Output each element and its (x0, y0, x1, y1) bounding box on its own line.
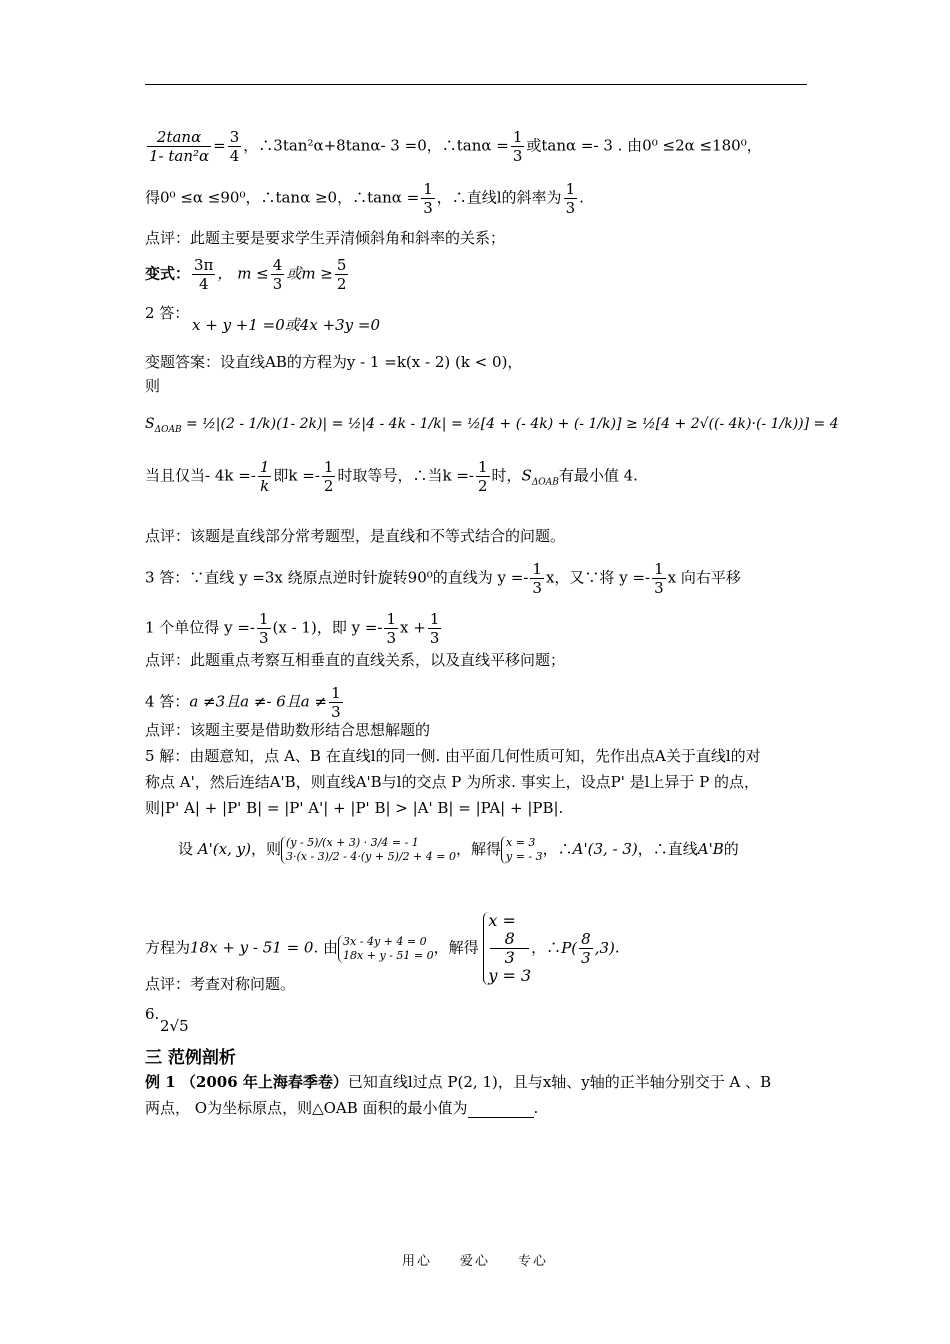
equation: 18x + y - 51 = 0 (343, 948, 434, 962)
text: (x - 1)，即 y =- (272, 618, 383, 637)
text: . (533, 1099, 539, 1117)
point: A'(x, y) (197, 840, 251, 858)
numerator: 1 (512, 128, 523, 146)
comment-1: 点评：此题主要是要求学生弄清倾斜角和斜率的关系； (145, 229, 506, 247)
equation: = ½|(2 - 1/k)(1- 2k)| = ½|4 - 4k - 1/k| = ½[4 + (- 4k) + (- 1/k)] ≥ ½[4 + 2√((- 4k)·(- 1/k))] = 4 (186, 416, 839, 432)
numerator: 5 (336, 256, 347, 274)
answer-4 (145, 684, 345, 721)
numerator: 1 (654, 560, 664, 578)
denominator: 3 (654, 579, 664, 597)
denominator: 3 (512, 147, 523, 165)
solution-line-2 (145, 180, 584, 217)
denominator: 2 (477, 477, 488, 495)
footer-text: 爱心 (459, 1254, 490, 1269)
numerator: 1 (429, 610, 440, 628)
denominator: 2 (336, 275, 347, 293)
fraction (335, 256, 349, 293)
text: . (579, 188, 584, 207)
numerator: 1 (423, 180, 433, 198)
numerator: 8 (581, 930, 591, 948)
denominator: 3 (386, 629, 397, 647)
denominator: 3 (258, 629, 269, 647)
fraction (564, 180, 578, 217)
comment-4: 点评：该题主要是借助数形结合思想解题的 (145, 721, 431, 739)
answer-2-equation: x + y +1 =0或4x +3y =0 (192, 316, 381, 334)
answer-6-value: 2√5 (160, 1017, 189, 1035)
point-p: P( $\frac{8}{3}$ ,3) (561, 930, 615, 967)
variant-solution: 变题答案：设直线AB的方程为y - 1 =k(x - 2) (k < 0)， (145, 353, 523, 371)
equation: 3x - 4y + 4 = 0 (343, 934, 427, 948)
example-1-line-1 (145, 1072, 771, 1092)
fraction (192, 256, 215, 293)
footer-text: 用心 (401, 1254, 432, 1269)
text: ，∴3tan²α+8tanα- 3 =0，∴tanα = (243, 136, 509, 155)
equation: 3·(x - 3)/2 - 4·(y + 5)/2 + 4 = 0 (285, 850, 456, 863)
solution-5-line-2: 称点 A'，然后连结A'B，则直线A'B与l的交点 P 为所求. 事实上，设点P' 是l上异于 P 的点， (145, 773, 760, 791)
text: ，则 (250, 840, 281, 858)
area-inequality (145, 414, 839, 440)
fraction (257, 610, 271, 647)
text: 或tanα =- 3 . 由0⁰ ≤2α ≤180⁰， (526, 136, 762, 155)
text: 设 (178, 840, 194, 858)
point: A'(3, - 3) (572, 840, 638, 858)
denominator: 1- tan²α (149, 147, 210, 165)
numerator: 8 (490, 930, 529, 949)
text: 或m ≥ (286, 264, 333, 283)
text: . (614, 938, 620, 957)
header-rule (145, 84, 807, 85)
text: ，∴ (531, 938, 562, 957)
fraction (579, 930, 593, 967)
example-label: 例 1 （2006 年上海春季卷） (145, 1073, 348, 1091)
section-heading: 三 范例剖析 (145, 1048, 236, 1068)
fraction (329, 684, 343, 721)
text: . 由 (313, 938, 339, 957)
text: 当且仅当- 4k =- (145, 466, 256, 485)
text: 3 答：∵直线 y =3x 绕原点逆时针旋转90⁰的直线为 y =- (145, 568, 529, 587)
equation: 18x + y - 51 = 0 (190, 938, 314, 957)
solution-line-1: $\frac{2\tan\alpha}{\text{1- tan²α}}$ = $\frac{3}{4}$ ，∴3tan²α+8tanα- 3 =0，∴tanα = $\frac{1}{3}$ 或tanα =- 3 . 由0⁰ ≤2α ≤180⁰， (149, 128, 762, 165)
denominator: 3 (423, 199, 433, 217)
variant-label: 变式： (145, 264, 191, 283)
fraction (322, 458, 336, 495)
subscript: ΔOAB (154, 424, 182, 435)
fraction (258, 458, 272, 495)
denominator: 2 (323, 477, 334, 495)
variant-answer (145, 256, 350, 293)
fraction (490, 930, 529, 967)
text: ，∴直线 (637, 840, 698, 858)
solution-5-line-1: 5 解：由题意知，点 A、B 在直线l的同一侧. 由平面几何性质可知，先作出点A关于直线l的对 (145, 747, 761, 765)
text: x 向右平移 (667, 568, 741, 587)
fraction (147, 128, 211, 165)
answer-3 (145, 560, 741, 597)
text: ，∴ (542, 840, 573, 858)
fraction (530, 560, 544, 597)
numerator: 3 (229, 128, 240, 146)
answer-6-label: 6. (145, 1005, 160, 1023)
text: 两点， O为坐标原点，则△OAB 面积的最小值为 (145, 1099, 468, 1117)
text: 即k =- (273, 466, 320, 485)
text: 方程为 (145, 938, 191, 957)
numerator: 1 (565, 180, 576, 198)
equation: x = 3 (506, 836, 536, 849)
answer-3-continued (145, 610, 443, 647)
numerator: 1 (323, 458, 334, 476)
denominator: 3 (429, 629, 440, 647)
equation: x = 8 3 (488, 912, 531, 967)
comment-3: 点评：此题重点考察互相垂直的直线关系，以及直线平移问题； (145, 651, 566, 669)
solution-5-line-3: 则|P' A| + |P' B| = |P' A'| + |P' B| > |A' B| = |PA| + |PB|. (145, 799, 564, 817)
text: ，解得 (455, 840, 501, 858)
solution-system (501, 836, 543, 864)
fraction (511, 128, 525, 165)
fraction (652, 560, 666, 597)
fraction (384, 610, 398, 647)
denominator: 4 (198, 275, 209, 293)
equality-condition (145, 458, 638, 495)
fraction (271, 256, 285, 293)
numerator: 2tanα (147, 128, 211, 147)
fraction (476, 458, 490, 495)
text: ， m ≤ (217, 264, 269, 283)
example-1-line-2 (145, 1098, 538, 1118)
line-name: A'B (697, 840, 724, 858)
denominator: 3 (532, 579, 542, 597)
text: x + (400, 618, 426, 637)
equation: y = - 3 (506, 850, 543, 863)
text: 时， (491, 466, 522, 485)
comment-2: 点评：该题是直线部分常考题型，是直线和不等式结合的问题。 (145, 527, 566, 545)
text: ，∴直线l的斜率为 (436, 188, 562, 207)
subscript: ΔOAB (531, 477, 559, 488)
footer-text: 专心 (518, 1254, 549, 1269)
fraction (228, 128, 242, 165)
text: x，又∵将 y =- (545, 568, 651, 587)
fraction (428, 610, 442, 647)
answer-label: 4 答： (145, 692, 190, 711)
equation: (y - 5)/(x + 3) · 3/4 = - 1 (285, 836, 419, 849)
numerator: 1 (477, 458, 488, 476)
equation-system (338, 935, 434, 963)
numerator: 1 (331, 684, 341, 702)
denominator: 4 (229, 147, 240, 165)
denominator: 3 (565, 199, 576, 217)
numerator: 1 (258, 610, 269, 628)
denominator: k (260, 477, 270, 495)
condition: a ≠3且a ≠- 6且a ≠ (189, 692, 328, 711)
text: ，解得 (433, 938, 479, 957)
text: 1 个单位得 y =- (145, 618, 255, 637)
denominator: 3 (581, 949, 591, 967)
equation: y = 3 (488, 966, 532, 985)
then-text: 则 (145, 377, 161, 395)
answer-blank (468, 1103, 534, 1118)
fraction (421, 180, 435, 217)
numerator: 3π (194, 256, 214, 274)
text: 已知直线l过点 P(2, 1)，且与x轴、y轴的正半轴分别交于 A 、B (347, 1073, 772, 1091)
numerator: 1 (386, 610, 397, 628)
equation-system (281, 836, 456, 864)
denominator: 3 (504, 948, 515, 967)
text: 有最小值 4. (558, 466, 638, 485)
area-symbol: S (521, 466, 532, 485)
text: 的 (723, 840, 739, 858)
text: 时取等号，∴当k =- (337, 466, 474, 485)
solution-system (483, 912, 531, 985)
page-footer (0, 1250, 950, 1269)
reflection-setup (178, 836, 739, 864)
answer-2-label: 2 答： (145, 304, 190, 322)
numerator: 1 (532, 560, 542, 578)
numerator: 4 (272, 256, 283, 274)
denominator: 3 (272, 275, 283, 293)
area-symbol: S (145, 416, 155, 432)
text: 得0⁰ ≤α ≤90⁰，∴tanα ≥0，∴tanα = (145, 188, 420, 207)
numerator: 1 (259, 458, 270, 476)
denominator: 3 (331, 703, 341, 721)
comment-5: 点评：考查对称问题。 (145, 975, 296, 993)
